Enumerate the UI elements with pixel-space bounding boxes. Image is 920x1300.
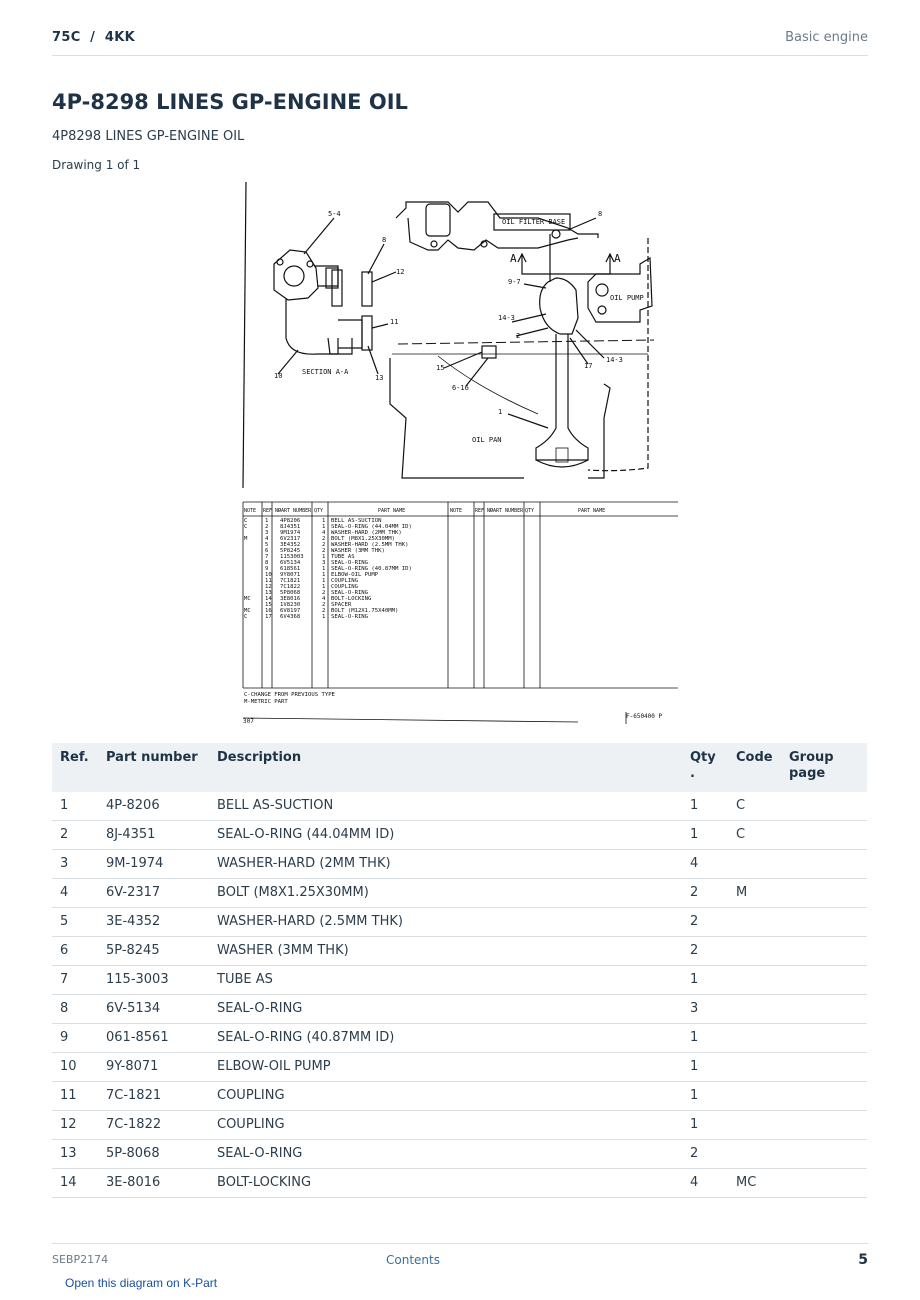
diagram-table-header: QTY <box>525 508 535 514</box>
row-part-number: 115-3003 <box>98 966 209 995</box>
row-ref: 11 <box>52 1082 98 1111</box>
row-code: C <box>728 821 781 850</box>
table-row <box>52 1111 867 1140</box>
table-row <box>52 1169 867 1198</box>
callout-label: A <box>614 252 621 265</box>
diagram-row-part-number: 5P8245 <box>280 548 301 554</box>
diagram-row-ref: 7 <box>265 554 269 560</box>
diagram-row-qty: 4 <box>322 596 326 602</box>
diagram-row-part-number: 1153003 <box>280 554 304 560</box>
row-group-page <box>781 966 867 995</box>
diagram-row-ref: 8 <box>265 560 269 566</box>
diagram-table-header: PART NAME <box>578 508 606 514</box>
row-ref: 13 <box>52 1140 98 1169</box>
row-qty: 1 <box>682 966 728 995</box>
header-divider <box>52 55 868 56</box>
diagram-row-name: BOLT (M8X1.25X30MM) <box>331 536 395 542</box>
diagram-row-ref: 13 <box>265 590 272 596</box>
row-code <box>728 937 781 966</box>
row-group-page <box>781 1053 867 1082</box>
diagram-row-name: TUBE AS <box>331 554 355 560</box>
row-description: WASHER-HARD (2MM THK) <box>209 850 682 879</box>
row-qty: 2 <box>682 879 728 908</box>
callout-label: SECTION A-A <box>302 368 349 376</box>
diagram-table-header: PART NUMBER <box>278 508 312 514</box>
row-description: ELBOW-OIL PUMP <box>209 1053 682 1082</box>
row-part-number: 5P-8245 <box>98 937 209 966</box>
parts-diagram[interactable] <box>238 178 682 724</box>
table-row <box>52 1053 867 1082</box>
diagram-row-part-number: 6V4368 <box>280 614 301 620</box>
diagram-row-qty: 2 <box>322 542 326 548</box>
row-qty: 2 <box>682 937 728 966</box>
diagram-row-qty: 2 <box>322 536 326 542</box>
model-breadcrumb: 75C / 4KK <box>52 30 135 45</box>
row-description: WASHER-HARD (2.5MM THK) <box>209 908 682 937</box>
row-ref: 9 <box>52 1024 98 1053</box>
diagram-row-ref: 4 <box>265 536 269 542</box>
diagram-row-part-number: 6V5134 <box>280 560 301 566</box>
diagram-row-qty: 1 <box>322 584 326 590</box>
callout-label: A <box>510 252 517 265</box>
row-code: C <box>728 792 781 821</box>
row-qty: 2 <box>682 908 728 937</box>
parts-table <box>52 743 867 1198</box>
diagram-row-name: SPACER <box>331 602 352 608</box>
diagram-row-name: SEAL-O-RING (40.87MM ID) <box>331 566 412 572</box>
diagram-row-name: WASHER (3MM THK) <box>331 548 385 554</box>
callout-label: 6-16 <box>452 384 469 392</box>
diagram-table-header: REF NO <box>263 508 282 514</box>
diagram-row-qty: 1 <box>322 572 326 578</box>
row-group-page <box>781 792 867 821</box>
col-group-page: Group page <box>781 743 867 792</box>
row-description: BOLT-LOCKING <box>209 1169 682 1198</box>
diagram-row-name: BOLT-LOCKING <box>331 596 372 602</box>
row-part-number: 6V-5134 <box>98 995 209 1024</box>
row-group-page <box>781 1111 867 1140</box>
diagram-row-note: MC <box>244 608 251 614</box>
diagram-row-name: COUPLING <box>331 584 358 590</box>
callout-label: 12 <box>396 268 405 276</box>
diagram-row-note: C <box>244 524 248 530</box>
diagram-row-ref: 17 <box>265 614 272 620</box>
callout-label: 2 <box>516 332 521 340</box>
row-part-number: 4P-8206 <box>98 792 209 821</box>
diagram-row-name: WASHER-HARD (2MM THK) <box>331 530 402 536</box>
row-code <box>728 850 781 879</box>
row-ref: 12 <box>52 1111 98 1140</box>
row-qty: 1 <box>682 1053 728 1082</box>
diagram-row-qty: 1 <box>322 614 326 620</box>
callout-label: 10 <box>274 372 283 380</box>
row-description: WASHER (3MM THK) <box>209 937 682 966</box>
row-part-number: 061-8561 <box>98 1024 209 1053</box>
row-group-page <box>781 1082 867 1111</box>
diagram-row-qty: 1 <box>322 518 326 524</box>
diagram-row-ref: 12 <box>265 584 272 590</box>
col-qty: Qty . <box>682 743 728 792</box>
row-ref: 7 <box>52 966 98 995</box>
table-row <box>52 821 867 850</box>
callout-label: 14-3 <box>498 314 515 322</box>
table-row <box>52 995 867 1024</box>
row-group-page <box>781 1024 867 1053</box>
callout-label: 13 <box>375 374 384 382</box>
document-code: SEBP2174 <box>52 1253 109 1266</box>
diagram-row-qty: 2 <box>322 548 326 554</box>
row-part-number: 7C-1821 <box>98 1082 209 1111</box>
callout-label: 15 <box>436 364 445 372</box>
row-ref: 10 <box>52 1053 98 1082</box>
diagram-row-name: COUPLING <box>331 578 358 584</box>
table-row <box>52 966 867 995</box>
diagram-row-part-number: 6V2317 <box>280 536 301 542</box>
drawing-counter: Drawing 1 of 1 <box>52 158 141 172</box>
contents-link[interactable]: Contents <box>386 1253 440 1267</box>
diagram-row-ref: 3 <box>265 530 269 536</box>
diagram-row-note: C <box>244 614 248 620</box>
row-description: SEAL-O-RING (44.04MM ID) <box>209 821 682 850</box>
diagram-row-part-number: 8J4351 <box>280 524 301 530</box>
diagram-row-name: SEAL-O-RING <box>331 560 369 566</box>
callout-label: 11 <box>390 318 399 326</box>
row-code <box>728 1053 781 1082</box>
diagram-row-qty: 4 <box>322 530 326 536</box>
row-qty: 1 <box>682 821 728 850</box>
diagram-row-ref: 6 <box>265 548 269 554</box>
row-code <box>728 1140 781 1169</box>
callout-label: 8 <box>598 210 603 218</box>
diagram-row-name: SEAL-O-RING (44.04MM ID) <box>331 524 412 530</box>
row-group-page <box>781 995 867 1024</box>
diagram-row-qty: 2 <box>322 590 326 596</box>
callout-label: 9-7 <box>508 278 521 286</box>
diagram-row-part-number: 9Y8071 <box>280 572 301 578</box>
diagram-row-name: SEAL-O-RING <box>331 614 369 620</box>
row-code <box>728 966 781 995</box>
diagram-row-ref: 11 <box>265 578 272 584</box>
diagram-row-ref: 5 <box>265 542 269 548</box>
col-description: Description <box>209 743 682 792</box>
row-group-page <box>781 850 867 879</box>
row-description: SEAL-O-RING (40.87MM ID) <box>209 1024 682 1053</box>
diagram-row-ref: 2 <box>265 524 269 530</box>
row-part-number: 7C-1822 <box>98 1111 209 1140</box>
row-group-page <box>781 1140 867 1169</box>
diagram-row-ref: 9 <box>265 566 269 572</box>
row-code <box>728 908 781 937</box>
diagram-row-note: MC <box>244 596 251 602</box>
row-part-number: 6V-2317 <box>98 879 209 908</box>
callout-label: OIL FILTER BASE <box>502 218 566 226</box>
row-description: BOLT (M8X1.25X30MM) <box>209 879 682 908</box>
diagram-table-header: PART NAME <box>378 508 406 514</box>
row-group-page <box>781 1169 867 1198</box>
diagram-row-qty: 2 <box>322 602 326 608</box>
diagram-row-name: ELBOW-OIL PUMP <box>331 572 379 578</box>
callout-label: 14-3 <box>606 356 623 364</box>
row-description: SEAL-O-RING <box>209 1140 682 1169</box>
row-qty: 1 <box>682 1024 728 1053</box>
table-row <box>52 908 867 937</box>
row-ref: 4 <box>52 879 98 908</box>
row-ref: 1 <box>52 792 98 821</box>
open-diagram-link[interactable]: Open this diagram on K-Part <box>65 1276 218 1290</box>
diagram-legend-change: C-CHANGE FROM PREVIOUS TYPE <box>244 692 335 698</box>
diagram-row-qty: 3 <box>322 560 326 566</box>
diagram-callouts <box>274 210 644 444</box>
table-row <box>52 879 867 908</box>
row-code <box>728 1111 781 1140</box>
callout-label: 5-4 <box>328 210 341 218</box>
diagram-row-qty: 2 <box>322 608 326 614</box>
row-description: TUBE AS <box>209 966 682 995</box>
diagram-row-qty: 1 <box>322 524 326 530</box>
diagram-row-ref: 16 <box>265 608 272 614</box>
diagram-page-number: 307 <box>243 718 254 724</box>
row-code <box>728 1024 781 1053</box>
diagram-table-header: REF NO <box>475 508 494 514</box>
table-row <box>52 1082 867 1111</box>
row-ref: 14 <box>52 1169 98 1198</box>
row-description: SEAL-O-RING <box>209 995 682 1024</box>
col-code: Code <box>728 743 781 792</box>
diagram-row-qty: 1 <box>322 554 326 560</box>
row-qty: 1 <box>682 1111 728 1140</box>
diagram-table-header: NOTE <box>450 508 463 514</box>
row-part-number: 3E-8016 <box>98 1169 209 1198</box>
diagram-row-part-number: 4P8206 <box>280 518 301 524</box>
diagram-legend-metric: M-METRIC PART <box>244 699 288 705</box>
diagram-row-part-number: 5P8068 <box>280 590 301 596</box>
table-row <box>52 937 867 966</box>
callout-label: 1 <box>498 408 503 416</box>
callout-label: OIL PAN <box>472 436 502 444</box>
diagram-row-qty: 1 <box>322 578 326 584</box>
row-ref: 3 <box>52 850 98 879</box>
row-description: COUPLING <box>209 1111 682 1140</box>
diagram-row-name: BELL AS-SUCTION <box>331 518 382 524</box>
diagram-row-part-number: 3E8016 <box>280 596 301 602</box>
parts-table-header <box>52 743 867 792</box>
row-description: BELL AS-SUCTION <box>209 792 682 821</box>
row-qty: 4 <box>682 850 728 879</box>
row-part-number: 5P-8068 <box>98 1140 209 1169</box>
diagram-row-ref: 14 <box>265 596 272 602</box>
col-ref: Ref. <box>52 743 98 792</box>
row-group-page <box>781 879 867 908</box>
row-code <box>728 1082 781 1111</box>
row-qty: 1 <box>682 1082 728 1111</box>
row-description: COUPLING <box>209 1082 682 1111</box>
row-ref: 5 <box>52 908 98 937</box>
row-qty: 1 <box>682 792 728 821</box>
diagram-row-part-number: 1V8230 <box>280 602 301 608</box>
callout-label: 8 <box>382 236 387 244</box>
row-code <box>728 995 781 1024</box>
diagram-table-header: PART NUMBER <box>490 508 524 514</box>
table-row <box>52 1024 867 1053</box>
diagram-row-part-number: 3E4352 <box>280 542 301 548</box>
diagram-row-part-number: 6V8197 <box>280 608 301 614</box>
diagram-figure-id: F-650400 P <box>626 713 663 720</box>
diagram-row-ref: 10 <box>265 572 272 578</box>
row-ref: 2 <box>52 821 98 850</box>
diagram-table-text <box>243 508 663 724</box>
table-row <box>52 1140 867 1169</box>
row-ref: 6 <box>52 937 98 966</box>
diagram-table-header: NOTE <box>244 508 257 514</box>
row-group-page <box>781 821 867 850</box>
table-row <box>52 850 867 879</box>
page-number: 5 <box>858 1252 868 1268</box>
diagram-row-name: SEAL-O-RING <box>331 590 369 596</box>
diagram-row-part-number: 7C1821 <box>280 578 301 584</box>
row-part-number: 9M-1974 <box>98 850 209 879</box>
row-qty: 4 <box>682 1169 728 1198</box>
footer-divider <box>52 1243 868 1244</box>
diagram-table-header: QTY <box>314 508 324 514</box>
diagram-row-qty: 1 <box>322 566 326 572</box>
col-part-number: Part number <box>98 743 209 792</box>
row-part-number: 8J-4351 <box>98 821 209 850</box>
diagram-parts-table <box>243 502 678 724</box>
row-ref: 8 <box>52 995 98 1024</box>
row-code: M <box>728 879 781 908</box>
diagram-row-ref: 1 <box>265 518 269 524</box>
callout-label: OIL PUMP <box>610 294 644 302</box>
table-row <box>52 792 867 821</box>
section-label: Basic engine <box>785 30 868 45</box>
engine-drawing <box>243 182 654 488</box>
row-qty: 3 <box>682 995 728 1024</box>
diagram-row-note: M <box>244 536 248 542</box>
diagram-row-name: BOLT (M12X1.75X40MM) <box>331 608 399 614</box>
row-part-number: 9Y-8071 <box>98 1053 209 1082</box>
diagram-row-part-number: 618561 <box>280 566 301 572</box>
page-subtitle: 4P8298 LINES GP-ENGINE OIL <box>52 129 245 144</box>
row-group-page <box>781 908 867 937</box>
diagram-row-part-number: 7C1822 <box>280 584 301 590</box>
row-part-number: 3E-4352 <box>98 908 209 937</box>
page-title: 4P-8298 LINES GP-ENGINE OIL <box>52 90 408 114</box>
parts-diagram-drawing <box>238 178 682 724</box>
callout-label: 17 <box>584 362 593 370</box>
diagram-row-part-number: 9M1974 <box>280 530 301 536</box>
row-code: MC <box>728 1169 781 1198</box>
diagram-row-ref: 15 <box>265 602 272 608</box>
row-qty: 2 <box>682 1140 728 1169</box>
row-group-page <box>781 937 867 966</box>
diagram-row-note: C <box>244 518 248 524</box>
diagram-row-name: WASHER-HARD (2.5MM THK) <box>331 542 409 548</box>
